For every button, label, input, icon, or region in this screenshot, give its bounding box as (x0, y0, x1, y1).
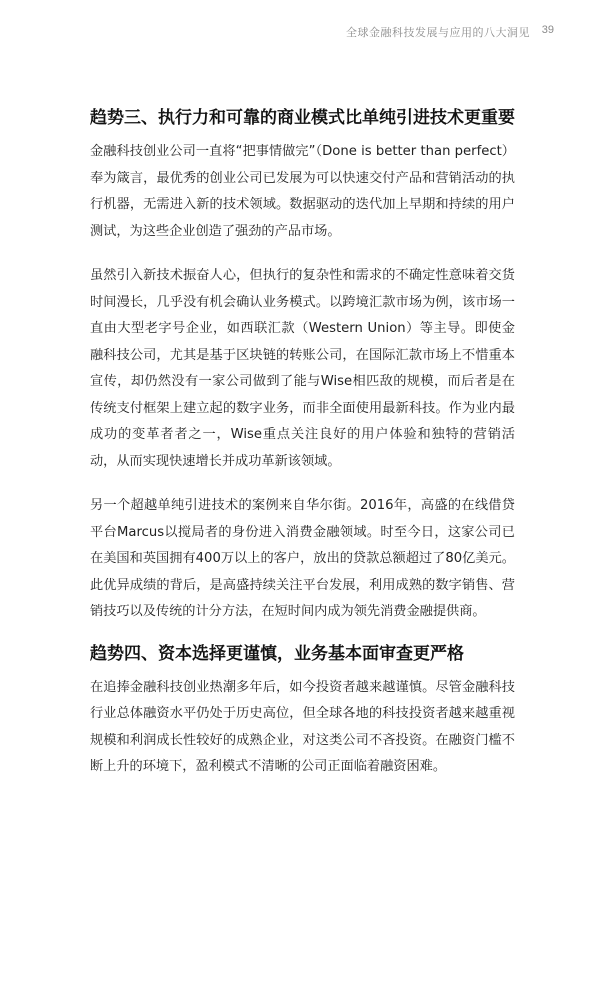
paragraph: 金融科技创业公司一直将“把事情做完”（Done is better than perfect）奉为箴言，最优秀的创业公司已发展为可以快速交付产品和营销活动的执行机器，无需进入新的技术领域。数据驱动的迭代加上早期和持续的用户测试，为这些企业创造了强劲的产品市场。 (90, 144, 515, 239)
page-number: 39 (541, 24, 554, 36)
paragraph: 虽然引入新技术振奋人心，但执行的复杂性和需求的不确定性意味着交货时间漫长，几乎没有机会确认业务模式。以跨境汇款市场为例，该市场一直由大型老字号企业，如西联汇款（Western Union）等主导。即使金融科技公司，尤其是基于区块链的转账公司，在国际汇款市场上不惜重本宣传，却仍然没有一家公司做到了能与Wise相匹敌的规模，而后者是在传统支付框架上建立起的数字业务，而非全面使用最新科技。作为业内最成功的变革者者之一，Wise重点关注良好的用户体验和独特的营销活动，从而实现快速增长并成功革新该领域。 (90, 268, 515, 469)
page-body (90, 106, 515, 781)
running-title: 全球金融科技发展与应用的八大洞见 (346, 26, 530, 39)
paragraph: 另一个超越单纯引进技术的案例来自华尔街。2016年，高盛的在线借贷平台Marcus以搅局者的身份进入消费金融领域。时至今日，这家公司已在美国和英国拥有400万以上的客户，放出的贷款总额超过了80亿美元。此优异成绩的背后，是高盛持续关注平台发展，利用成熟的数字销售、营销技巧以及传统的计分方法，在短时间内成为领先消费金融提供商。 (90, 498, 515, 619)
section-heading-trend-3: 趋势三、执行力和可靠的商业模式比单纯引进技术更重要 (90, 108, 515, 128)
paragraph: 在追捧金融科技创业热潮多年后，如今投资者越来越谨慎。尽管金融科技行业总体融资水平仍处于历史高位，但全球各地的科技投资者越来越重视规模和利润成长性较好的成熟企业，对这类公司不吝投资。在融资门槛不断上升的环境下，盈利模式不清晰的公司正面临着融资困难。 (90, 679, 515, 774)
section-heading-trend-4: 趋势四、资本选择更谨慎，业务基本面审查更严格 (90, 643, 464, 664)
